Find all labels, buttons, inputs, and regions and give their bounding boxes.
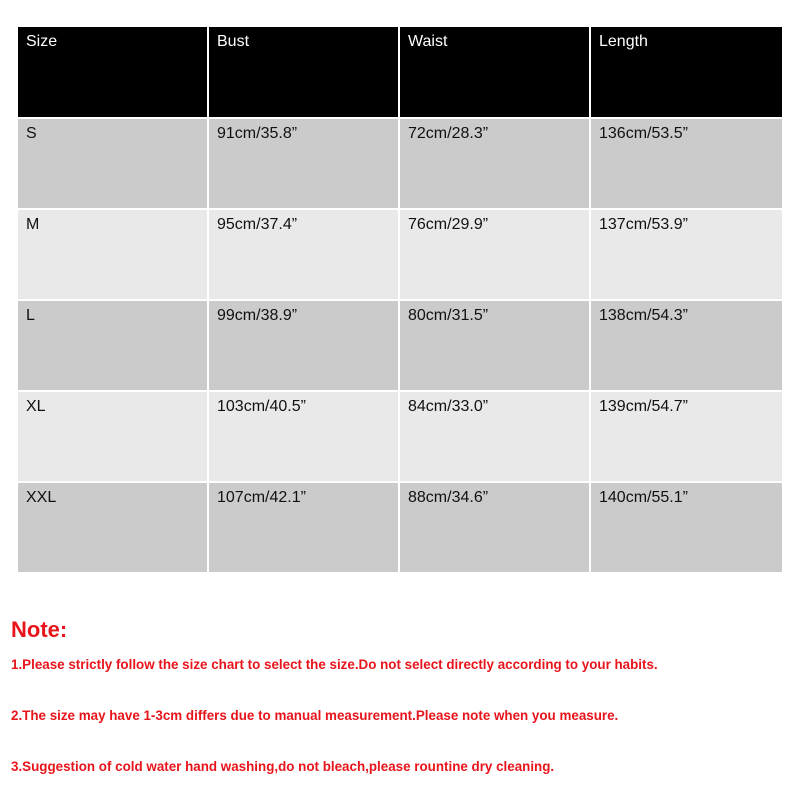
size-cell: S: [18, 119, 209, 210]
header-cell-bust: Bust: [209, 27, 400, 119]
size-chart-table: [18, 27, 782, 574]
waist-cell: 80cm/31.5”: [400, 301, 591, 392]
waist-cell: 76cm/29.9”: [400, 210, 591, 301]
bust-cell: 107cm/42.1”: [209, 483, 400, 574]
bust-cell: 95cm/37.4”: [209, 210, 400, 301]
note-line-2: 2.The size may have 1-3cm differs due to manual measurement.Please note when you measure.: [11, 708, 619, 723]
waist-cell: 72cm/28.3”: [400, 119, 591, 210]
note-line-3: 3.Suggestion of cold water hand washing,do not bleach,please rountine dry cleaning.: [11, 759, 555, 774]
bust-cell: 103cm/40.5”: [209, 392, 400, 483]
length-cell: 139cm/54.7”: [591, 392, 782, 483]
header-cell-waist: Waist: [400, 27, 591, 119]
length-cell: 140cm/55.1”: [591, 483, 782, 574]
length-cell: 138cm/54.3”: [591, 301, 782, 392]
length-cell: 137cm/53.9”: [591, 210, 782, 301]
size-cell: XL: [18, 392, 209, 483]
bust-cell: 99cm/38.9”: [209, 301, 400, 392]
header-cell-size: Size: [18, 27, 209, 119]
note-heading: Note:: [11, 617, 68, 642]
waist-cell: 84cm/33.0”: [400, 392, 591, 483]
note-line-1: 1.Please strictly follow the size chart to select the size.Do not select directly according to your habits.: [11, 657, 658, 672]
header-cell-length: Length: [591, 27, 782, 119]
length-cell: 136cm/53.5”: [591, 119, 782, 210]
size-cell: XXL: [18, 483, 209, 574]
bust-cell: 91cm/35.8”: [209, 119, 400, 210]
size-cell: M: [18, 210, 209, 301]
waist-cell: 88cm/34.6”: [400, 483, 591, 574]
size-cell: L: [18, 301, 209, 392]
